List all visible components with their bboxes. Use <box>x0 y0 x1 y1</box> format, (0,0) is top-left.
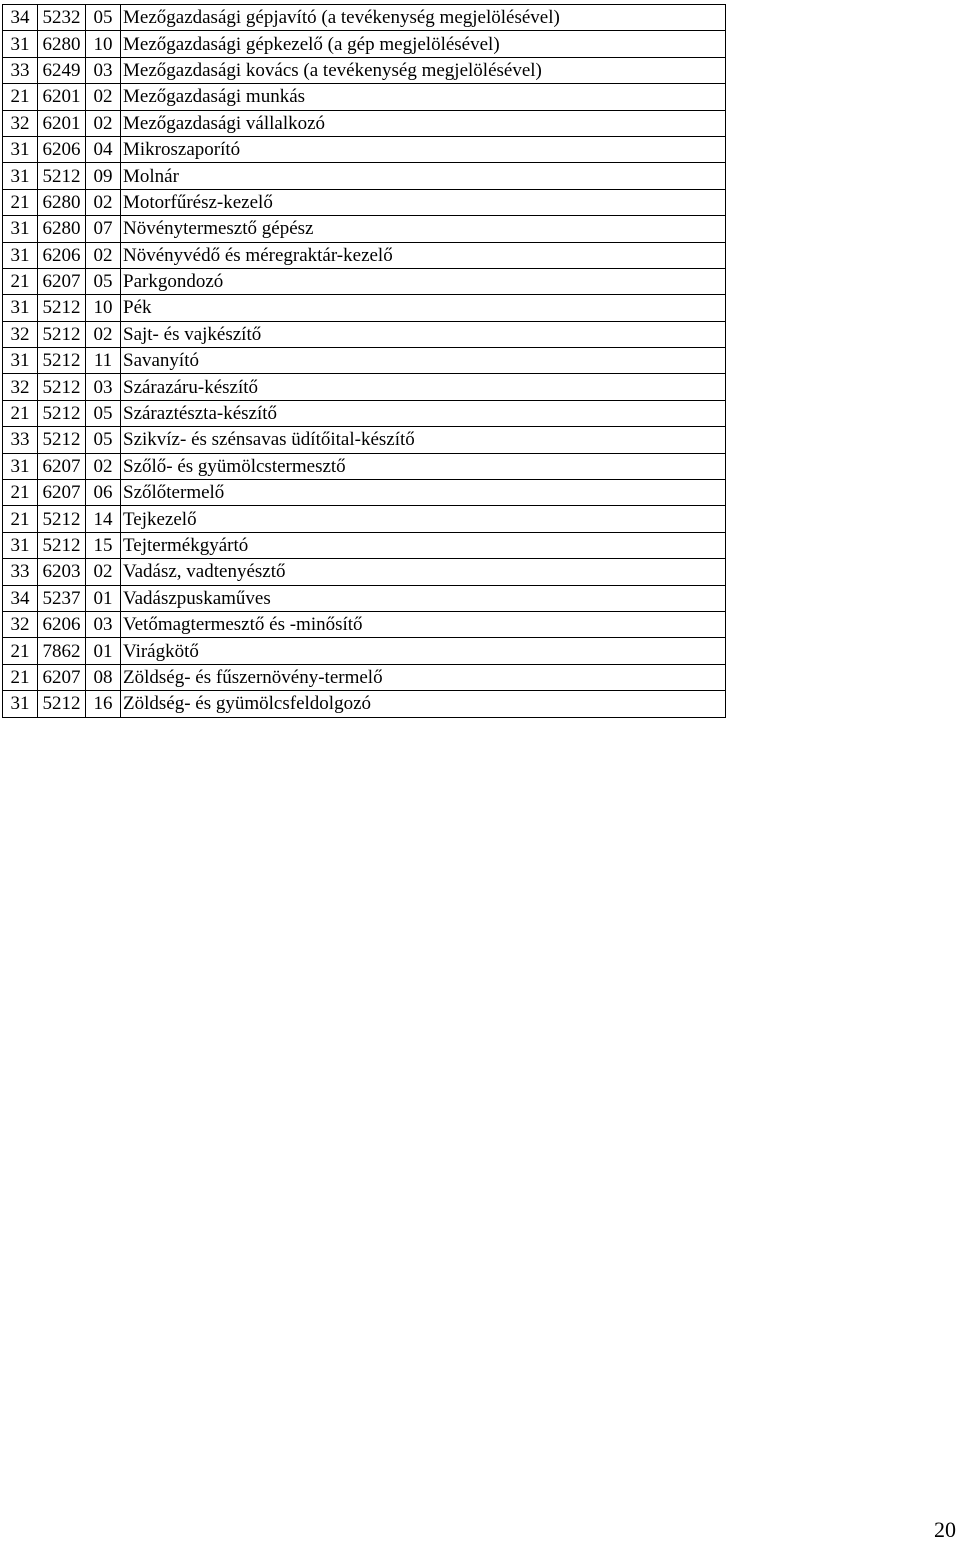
code-serial-cell: 05 <box>86 400 121 426</box>
table-row <box>3 31 726 57</box>
occupation-name-cell: Szárazáru-készítő <box>121 374 726 400</box>
code-serial-cell: 02 <box>86 110 121 136</box>
table-row <box>3 453 726 479</box>
code-group-cell: 6207 <box>38 453 86 479</box>
occupation-name-cell: Vetőmagtermesztő és -minősítő <box>121 611 726 637</box>
table-row <box>3 110 726 136</box>
occupation-name-cell: Mikroszaporító <box>121 136 726 162</box>
code-group-cell: 6206 <box>38 611 86 637</box>
code-level-cell: 21 <box>3 638 38 664</box>
table-row <box>3 480 726 506</box>
code-level-cell: 21 <box>3 84 38 110</box>
code-group-cell: 6280 <box>38 31 86 57</box>
code-group-cell: 7862 <box>38 638 86 664</box>
occupation-name-cell: Mezőgazdasági munkás <box>121 84 726 110</box>
code-level-cell: 32 <box>3 110 38 136</box>
code-level-cell: 32 <box>3 374 38 400</box>
code-group-cell: 6207 <box>38 480 86 506</box>
occupation-name-cell: Parkgondozó <box>121 268 726 294</box>
table-row <box>3 348 726 374</box>
code-level-cell: 31 <box>3 136 38 162</box>
table-row <box>3 664 726 690</box>
code-group-cell: 6201 <box>38 84 86 110</box>
occupation-name-cell: Növényvédő és méregraktár-kezelő <box>121 242 726 268</box>
code-group-cell: 5212 <box>38 506 86 532</box>
occupation-name-cell: Mezőgazdasági gépkezelő (a gép megjelölésével) <box>121 31 726 57</box>
code-level-cell: 21 <box>3 268 38 294</box>
code-serial-cell: 02 <box>86 321 121 347</box>
code-group-cell: 6207 <box>38 268 86 294</box>
code-group-cell: 5212 <box>38 348 86 374</box>
code-serial-cell: 02 <box>86 559 121 585</box>
code-serial-cell: 09 <box>86 163 121 189</box>
code-level-cell: 31 <box>3 532 38 558</box>
table-row <box>3 295 726 321</box>
code-group-cell: 5212 <box>38 295 86 321</box>
table-row <box>3 400 726 426</box>
occupation-name-cell: Virágkötő <box>121 638 726 664</box>
occupation-name-cell: Motorfűrész-kezelő <box>121 189 726 215</box>
occupation-name-cell: Mezőgazdasági gépjavító (a tevékenység megjelölésével) <box>121 5 726 31</box>
table-row <box>3 216 726 242</box>
occupation-name-cell: Mezőgazdasági vállalkozó <box>121 110 726 136</box>
occupation-name-cell: Mezőgazdasági kovács (a tevékenység megjelölésével) <box>121 57 726 83</box>
table-row <box>3 427 726 453</box>
code-serial-cell: 16 <box>86 691 121 717</box>
code-group-cell: 6207 <box>38 664 86 690</box>
code-serial-cell: 05 <box>86 268 121 294</box>
code-serial-cell: 11 <box>86 348 121 374</box>
code-serial-cell: 02 <box>86 242 121 268</box>
code-serial-cell: 06 <box>86 480 121 506</box>
table-row <box>3 163 726 189</box>
occupation-name-cell: Savanyító <box>121 348 726 374</box>
occupation-name-cell: Zöldség- és fűszernövény-termelő <box>121 664 726 690</box>
code-group-cell: 5232 <box>38 5 86 31</box>
code-serial-cell: 03 <box>86 611 121 637</box>
occupation-name-cell: Növénytermesztő gépész <box>121 216 726 242</box>
code-serial-cell: 14 <box>86 506 121 532</box>
table-body <box>3 5 726 718</box>
occupation-name-cell: Pék <box>121 295 726 321</box>
occupation-name-cell: Zöldség- és gyümölcsfeldolgozó <box>121 691 726 717</box>
table-row <box>3 559 726 585</box>
code-level-cell: 21 <box>3 400 38 426</box>
code-level-cell: 33 <box>3 559 38 585</box>
code-serial-cell: 08 <box>86 664 121 690</box>
occupation-name-cell: Tejkezelő <box>121 506 726 532</box>
code-serial-cell: 03 <box>86 374 121 400</box>
code-serial-cell: 01 <box>86 585 121 611</box>
code-serial-cell: 03 <box>86 57 121 83</box>
code-serial-cell: 05 <box>86 5 121 31</box>
code-level-cell: 31 <box>3 453 38 479</box>
table-row <box>3 321 726 347</box>
code-group-cell: 5212 <box>38 321 86 347</box>
code-level-cell: 31 <box>3 216 38 242</box>
code-level-cell: 31 <box>3 295 38 321</box>
page-number: 20 <box>934 1517 956 1542</box>
table-row <box>3 611 726 637</box>
code-serial-cell: 04 <box>86 136 121 162</box>
code-serial-cell: 02 <box>86 189 121 215</box>
table-row <box>3 242 726 268</box>
code-level-cell: 31 <box>3 242 38 268</box>
code-level-cell: 21 <box>3 189 38 215</box>
table-row <box>3 5 726 31</box>
table-row <box>3 691 726 717</box>
code-level-cell: 31 <box>3 163 38 189</box>
occupation-name-cell: Szőlő- és gyümölcstermesztő <box>121 453 726 479</box>
code-level-cell: 32 <box>3 321 38 347</box>
code-serial-cell: 02 <box>86 453 121 479</box>
code-level-cell: 33 <box>3 57 38 83</box>
code-group-cell: 5212 <box>38 691 86 717</box>
table-row <box>3 532 726 558</box>
code-serial-cell: 10 <box>86 31 121 57</box>
code-serial-cell: 02 <box>86 84 121 110</box>
occupation-name-cell: Molnár <box>121 163 726 189</box>
code-level-cell: 32 <box>3 611 38 637</box>
code-serial-cell: 05 <box>86 427 121 453</box>
code-level-cell: 31 <box>3 691 38 717</box>
occupation-name-cell: Száraztészta-készítő <box>121 400 726 426</box>
code-group-cell: 5212 <box>38 163 86 189</box>
code-level-cell: 33 <box>3 427 38 453</box>
code-group-cell: 5212 <box>38 400 86 426</box>
table-row <box>3 189 726 215</box>
occupation-code-table <box>2 4 726 718</box>
code-level-cell: 34 <box>3 5 38 31</box>
code-serial-cell: 10 <box>86 295 121 321</box>
code-group-cell: 5212 <box>38 374 86 400</box>
code-group-cell: 6249 <box>38 57 86 83</box>
occupation-name-cell: Tejtermékgyártó <box>121 532 726 558</box>
code-level-cell: 31 <box>3 348 38 374</box>
occupation-name-cell: Vadászpuskaműves <box>121 585 726 611</box>
code-serial-cell: 15 <box>86 532 121 558</box>
table-row <box>3 585 726 611</box>
code-level-cell: 21 <box>3 664 38 690</box>
code-group-cell: 6203 <box>38 559 86 585</box>
code-serial-cell: 01 <box>86 638 121 664</box>
code-group-cell: 5237 <box>38 585 86 611</box>
code-group-cell: 6206 <box>38 242 86 268</box>
table-row <box>3 84 726 110</box>
table-row <box>3 506 726 532</box>
table-row <box>3 268 726 294</box>
code-group-cell: 6280 <box>38 189 86 215</box>
code-level-cell: 21 <box>3 506 38 532</box>
code-group-cell: 6280 <box>38 216 86 242</box>
code-group-cell: 6206 <box>38 136 86 162</box>
table-row <box>3 136 726 162</box>
code-level-cell: 21 <box>3 480 38 506</box>
code-group-cell: 5212 <box>38 532 86 558</box>
code-serial-cell: 07 <box>86 216 121 242</box>
occupation-name-cell: Vadász, vadtenyésztő <box>121 559 726 585</box>
code-level-cell: 34 <box>3 585 38 611</box>
table-row <box>3 374 726 400</box>
code-level-cell: 31 <box>3 31 38 57</box>
occupation-name-cell: Szikvíz- és szénsavas üdítőital-készítő <box>121 427 726 453</box>
code-group-cell: 6201 <box>38 110 86 136</box>
occupation-name-cell: Szőlőtermelő <box>121 480 726 506</box>
table-row <box>3 638 726 664</box>
occupation-name-cell: Sajt- és vajkészítő <box>121 321 726 347</box>
code-group-cell: 5212 <box>38 427 86 453</box>
table-row <box>3 57 726 83</box>
